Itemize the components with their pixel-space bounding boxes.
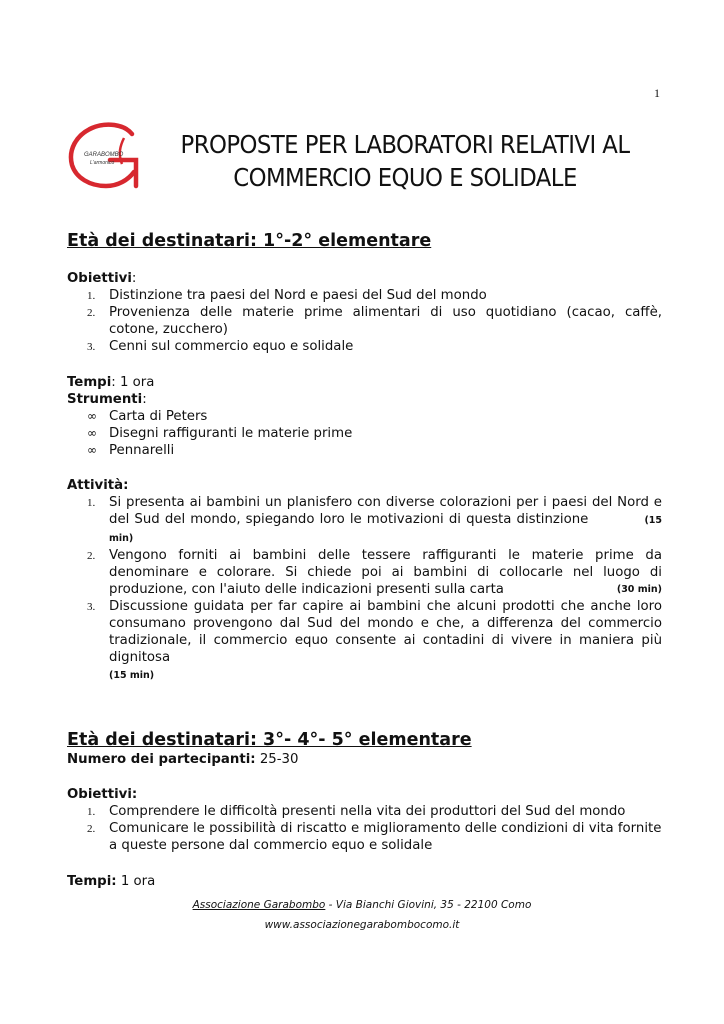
footer-website: www.associazionegarabombocomo.it xyxy=(264,919,460,931)
footer-address xyxy=(0,899,724,911)
duration: (30 min) xyxy=(616,584,662,595)
list-item: 3. Discussione guidata per far capire ai bambini che alcuni prodotti che anche loro consumano provengono dal Sud del mondo e che, a differenza del commercio tradizionale, il commercio equo consente ai contadini di vivere in maniera più dignitosa (15 min) xyxy=(87,599,662,681)
time-value: 1 ora xyxy=(119,375,155,390)
page-number: 1 xyxy=(654,86,660,100)
list-item: ∞ Disegni raffiguranti le materie prime xyxy=(87,426,353,441)
tools-list xyxy=(67,408,662,459)
objectives-label: Obiettivi: xyxy=(67,787,138,802)
title-line-2: COMMERCIO EQUO E SOLIDALE xyxy=(233,163,577,192)
section2-heading: Età dei destinatari: 3°- 4°- 5° elementare xyxy=(67,730,472,750)
list-item: ∞ Carta di Peters xyxy=(87,409,208,424)
footer-org: Associazione Garabombo xyxy=(192,899,326,911)
section1-time-tools: Tempi: 1 ora Strumenti: ∞ Carta di Peters ∞ Disegni raffiguranti le materie prime ∞ Pennarelli xyxy=(67,374,662,459)
section1-heading: Età dei destinatari: 1°-2° elementare xyxy=(67,231,432,251)
duration: (15 min) xyxy=(109,670,155,681)
objectives-list xyxy=(67,803,662,854)
section1-activities xyxy=(67,477,662,684)
section2-participants xyxy=(67,751,662,768)
list-item: 1. Distinzione tra paesi del Nord e paesi del Sud del mondo xyxy=(87,288,487,303)
time-label: Tempi xyxy=(67,375,112,390)
list-item: 2. Comunicare le possibilità di riscatto e miglioramento delle condizioni di vita fornite a queste persone dal commercio equo e solidale xyxy=(87,821,662,853)
duration: (15 min) xyxy=(109,515,663,544)
objectives-label: Obiettivi xyxy=(67,271,132,286)
garabombo-logo xyxy=(66,120,146,190)
time-label: Tempi: xyxy=(67,874,117,889)
list-item: 1. Si presenta ai bambini un planisfero con diverse colorazioni per i paesi del Nord e del Sud del mondo, spiegando loro le motivazioni di questa distinzione (15 min) xyxy=(87,495,663,544)
tools-label: Strumenti xyxy=(67,392,143,407)
activities-list xyxy=(67,494,662,684)
section2-objectives xyxy=(67,786,662,854)
document-title xyxy=(168,128,642,194)
section1-objectives: Obiettivi: 1. Distinzione tra paesi del Nord e paesi del Sud del mondo 2. Provenienza delle materie prime alimentari di uso quotidiano (cacao, caffè, cotone, zucchero) 3. Cenni sul commercio equo e solidale xyxy=(67,271,662,354)
list-item: 2. Provenienza delle materie prime alimentari di uso quotidiano (cacao, caffè, cotone, zucchero) xyxy=(87,305,662,337)
list-item: ∞ Pennarelli xyxy=(87,443,175,458)
list-item: 1. Comprendere le difficoltà presenti nella vita dei produttori del Sud del mondo xyxy=(87,804,626,819)
list-item: 3. Cenni sul commercio equo e solidale xyxy=(87,339,354,354)
objectives-list xyxy=(67,287,662,355)
section2-time xyxy=(67,873,662,890)
logo-text-1: GARABOMBO xyxy=(84,152,124,158)
activities-label: Attività: xyxy=(67,478,129,493)
footer-address-text: - Via Bianchi Giovini, 35 - 22100 Como xyxy=(325,899,532,911)
list-item: 2. Vengono forniti ai bambini delle tessere raffiguranti le materie prime da denominare e colorare. Si chiede poi ai bambini di collocarle nel luogo di produzione, con l'aiuto delle indicazioni presenti sulla carta (30 min) xyxy=(87,548,662,597)
participants-value: 25-30 xyxy=(259,752,299,767)
title-line-1: PROPOSTE PER LABORATORI RELATIVI AL xyxy=(180,130,630,159)
logo-text-2: L'armonico xyxy=(90,160,115,166)
participants-label: Numero dei partecipanti: xyxy=(67,752,256,767)
time-value: 1 ora xyxy=(120,874,156,889)
